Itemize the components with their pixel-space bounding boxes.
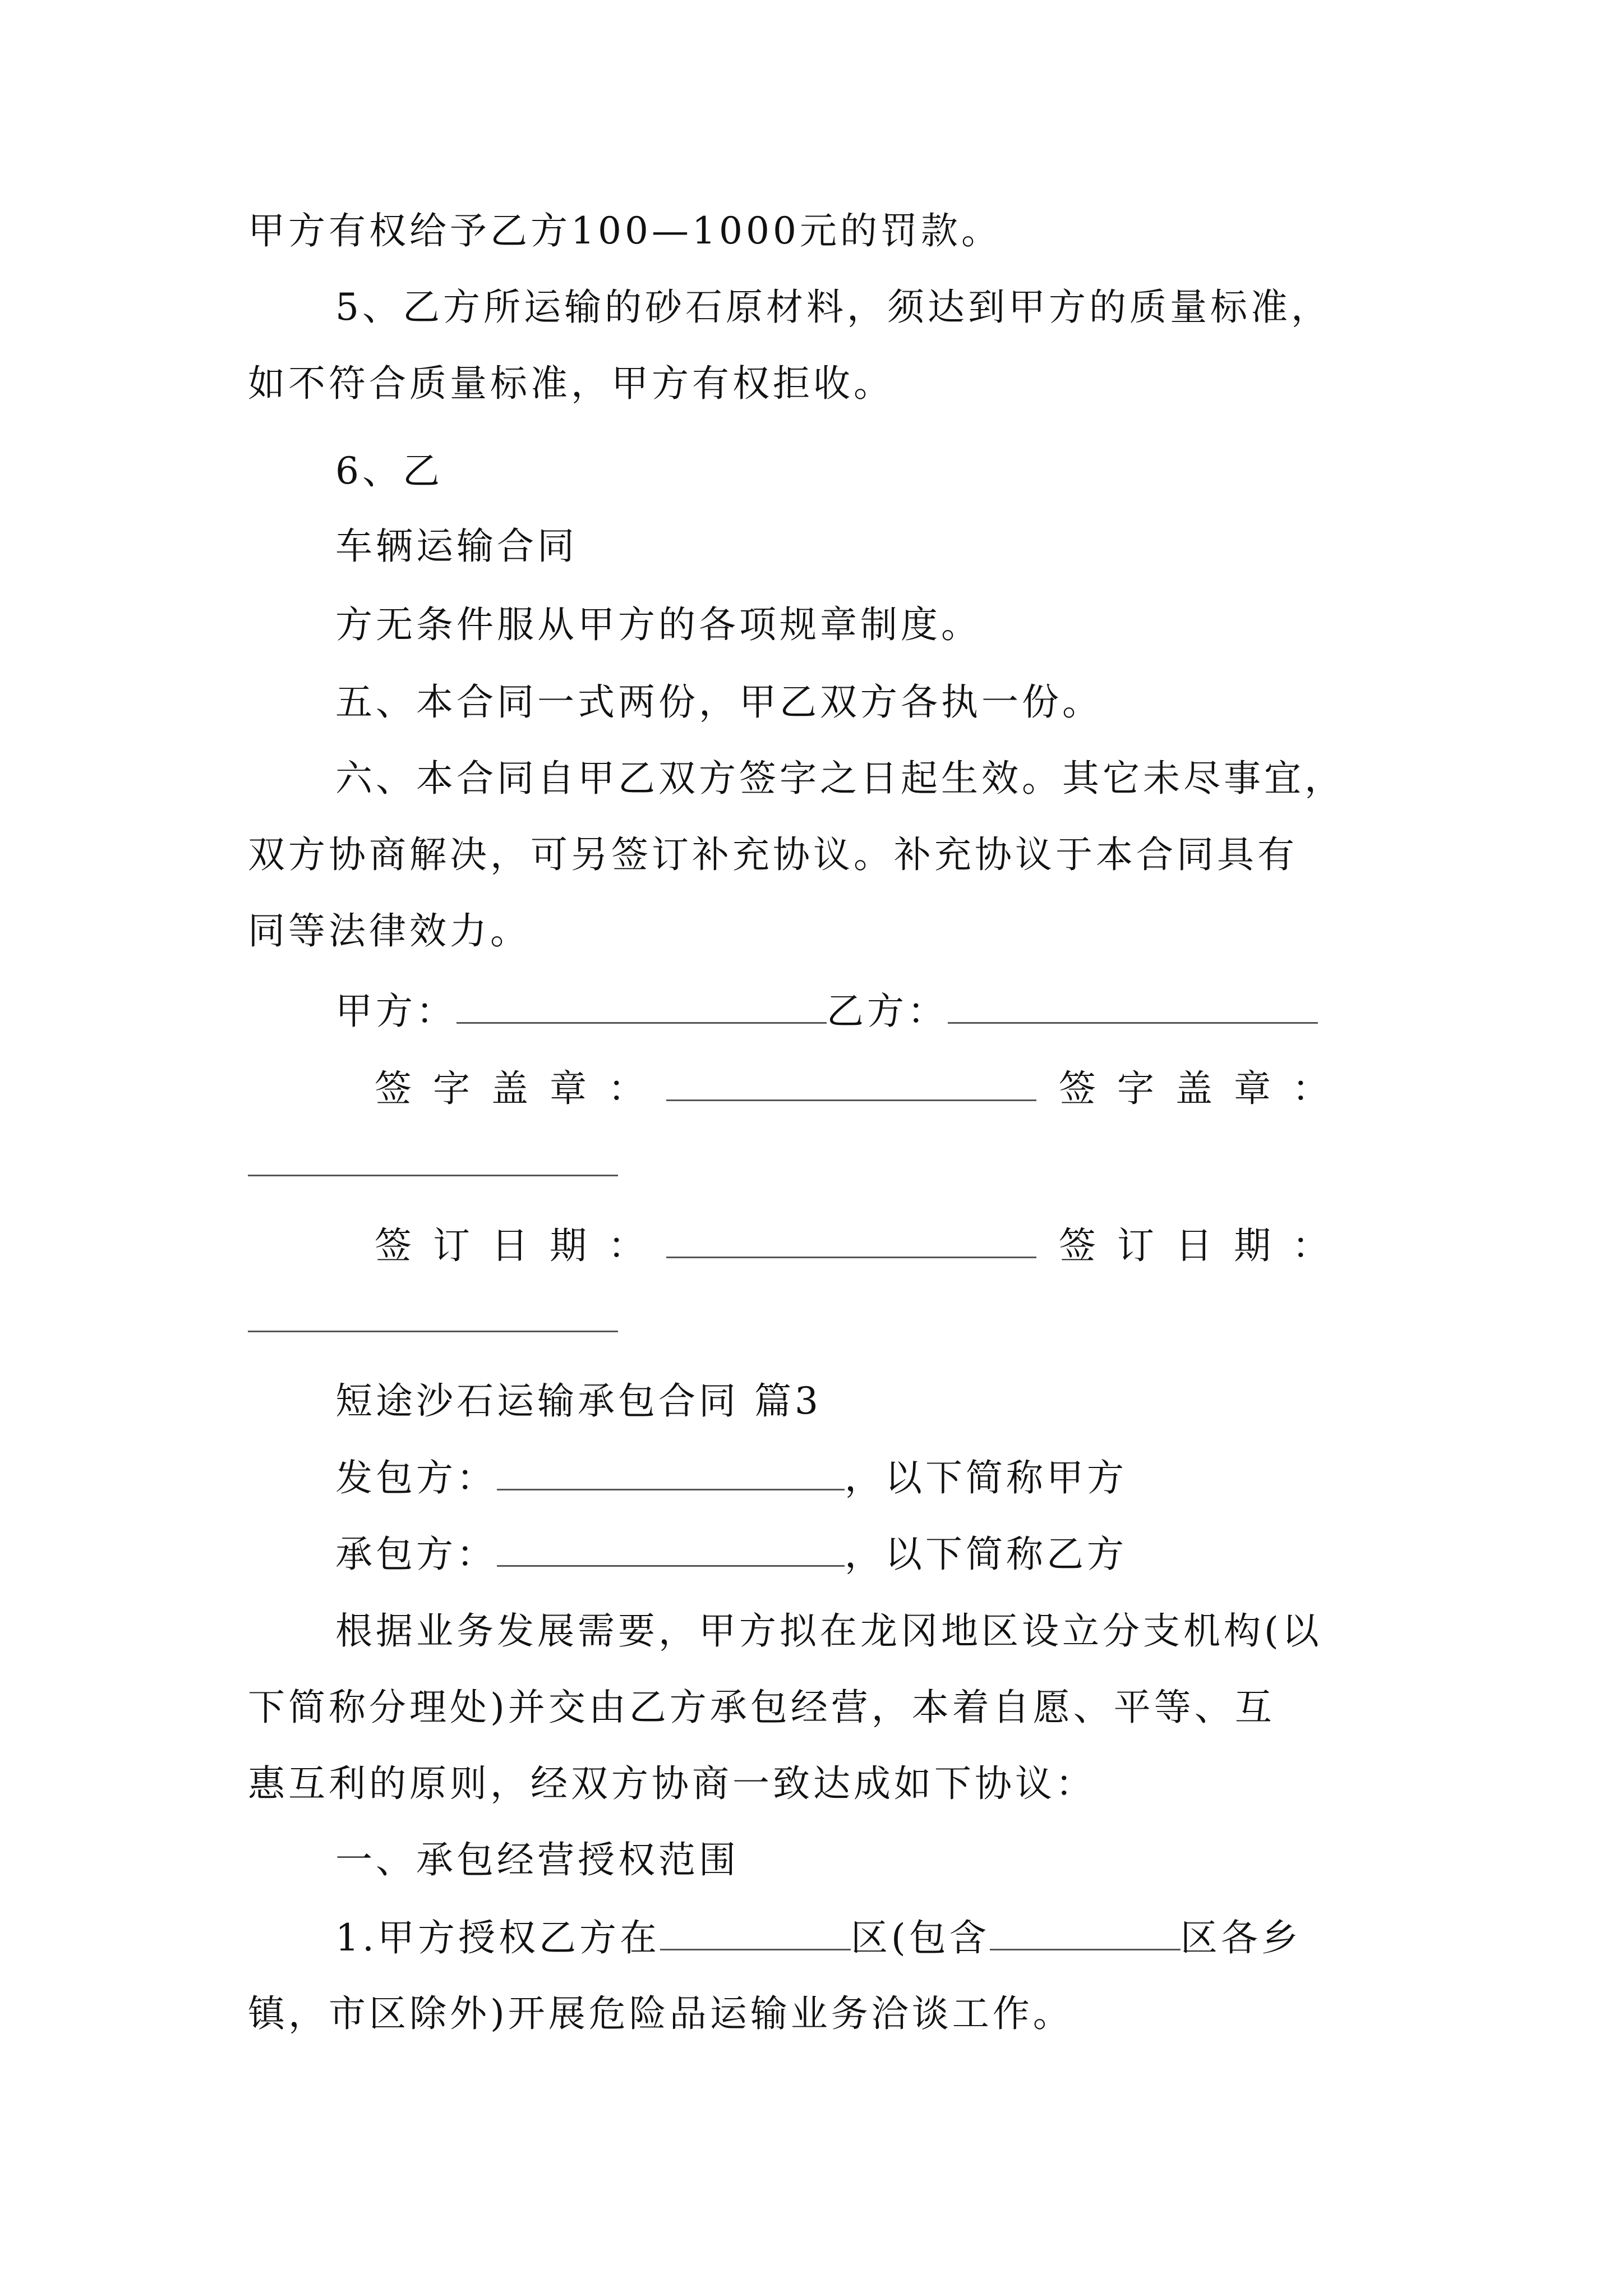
party-a-label: 甲方： — [335, 990, 457, 1033]
date-label-b: 签订日期： — [1059, 1224, 1350, 1267]
text-line: 根据业务发展需要，甲方拟在龙冈地区设立分支机构(以 — [335, 1609, 1322, 1653]
district-blank-1 — [660, 1915, 851, 1950]
text-line: 惠互利的原则，经双方协商一致达成如下协议： — [248, 1762, 1096, 1805]
text-line: 双方协商解决，可另签订补充协议。补充协议于本合同具有 — [248, 833, 1298, 876]
party-a-line — [335, 988, 1318, 1034]
section-heading: 一、承包经营授权范围 — [335, 1838, 739, 1881]
text-line: 六、本合同自甲乙双方签字之日起生效。其它未尽事宜， — [335, 757, 1345, 800]
text-line: 五、本合同一式两份，甲乙双方各执一份。 — [335, 680, 1103, 724]
contractee-suffix: ，以下简称乙方 — [845, 1533, 1127, 1576]
section-title: 短途沙石运输承包合同 篇3 — [335, 1379, 822, 1423]
text-line: 5、乙方所运输的砂石原材料，须达到甲方的质量标准， — [335, 286, 1331, 329]
contractor-suffix: ，以下简称甲方 — [845, 1456, 1127, 1499]
text-line: 下简称分理处)并交由乙方承包经营，本着自愿、平等、互 — [248, 1686, 1275, 1729]
text-line: 方无条件服从甲方的各项规章制度。 — [335, 603, 981, 646]
contractor-line — [335, 1455, 1127, 1501]
party-b-label: 乙方： — [827, 990, 948, 1033]
contractee-blank — [497, 1531, 845, 1567]
text-line: 同等法律效力。 — [248, 909, 531, 953]
seal-blank-a — [666, 1066, 1036, 1101]
date-line — [375, 1223, 1350, 1268]
contractor-blank — [497, 1455, 845, 1490]
text-line: 镇，市区除外)开展危险品运输业务洽谈工作。 — [248, 1992, 1073, 2035]
text-line: 甲方有权给予乙方100—1000元的罚款。 — [248, 209, 1002, 252]
contractor-label: 发包方： — [335, 1456, 497, 1499]
seal-blank-b — [248, 1175, 618, 1176]
contractee-line — [335, 1531, 1127, 1577]
seal-label-a: 签字盖章： — [375, 1067, 666, 1110]
text-line: 6、乙 — [335, 449, 443, 493]
date-blank-a — [666, 1223, 1036, 1258]
party-a-blank — [457, 988, 827, 1024]
text-line: 车辆运输合同 — [335, 524, 578, 568]
seal-label-b: 签字盖章： — [1059, 1067, 1350, 1110]
clause-text: 区(包含 — [850, 1916, 990, 1959]
seal-line — [375, 1066, 1350, 1111]
party-b-blank — [948, 988, 1318, 1024]
date-label-a: 签订日期： — [375, 1224, 666, 1267]
clause-text: 区各乡 — [1180, 1916, 1302, 1959]
date-blank-b — [248, 1331, 618, 1332]
clause-text: 1.甲方授权乙方在 — [335, 1916, 660, 1959]
district-blank-2 — [990, 1915, 1181, 1950]
clause-line — [335, 1915, 1302, 1961]
text-line: 如不符合质量标准，甲方有权拒收。 — [248, 362, 894, 405]
contractee-label: 承包方： — [335, 1533, 497, 1576]
